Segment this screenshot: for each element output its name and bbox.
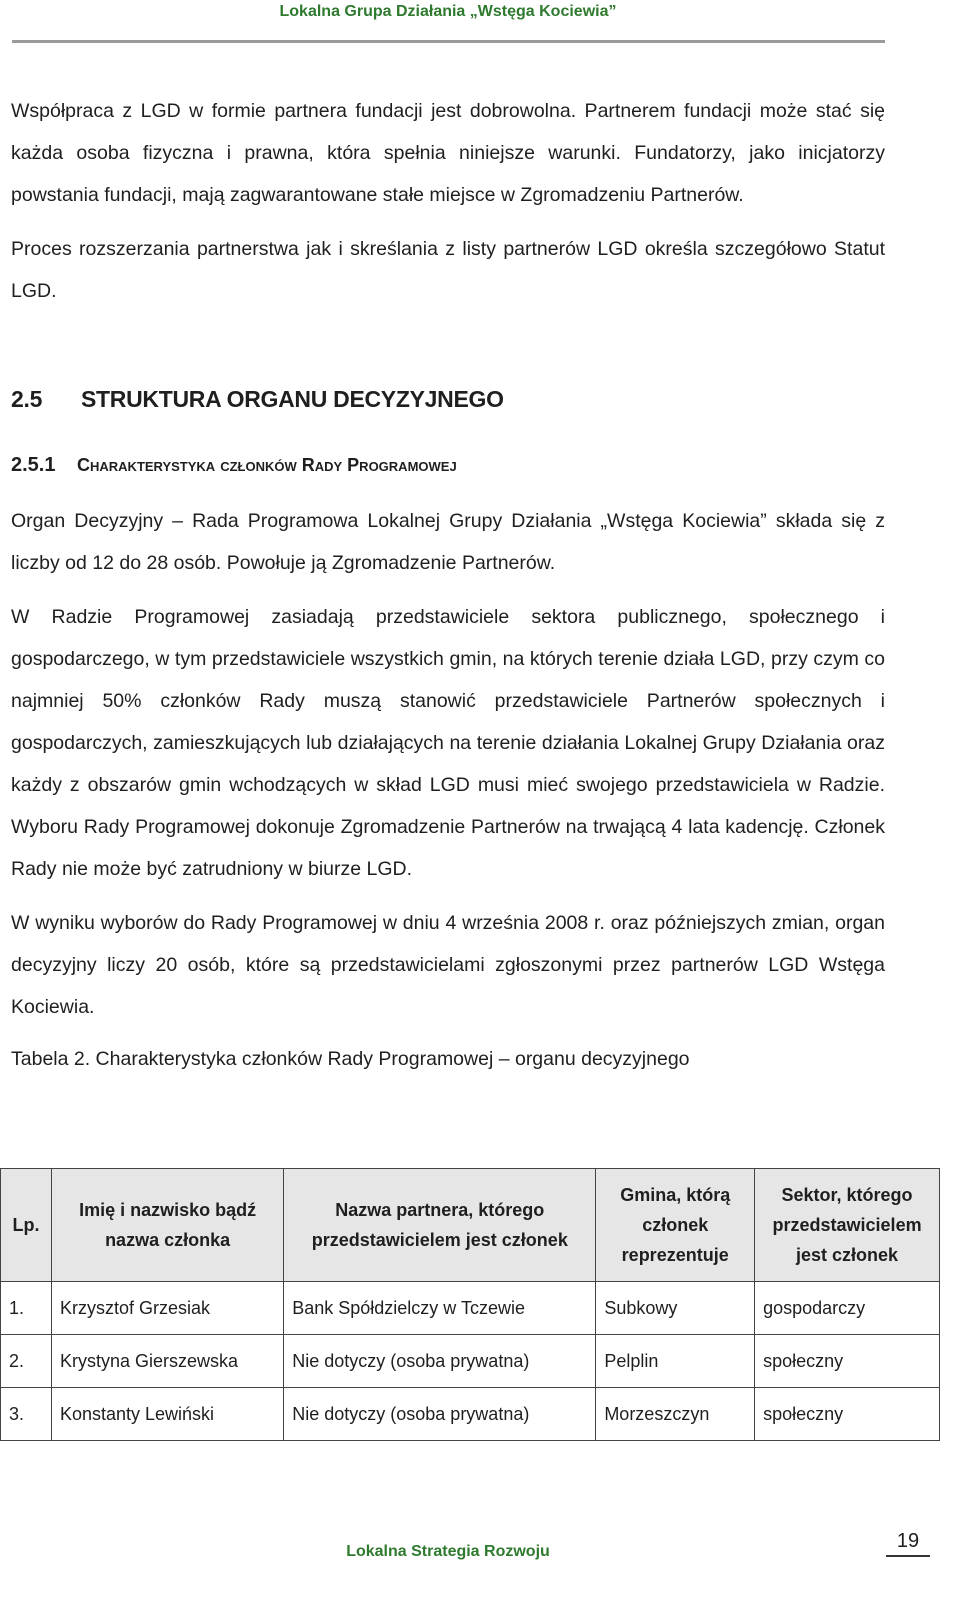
paragraph-council: W Radzie Programowej zasiadają przedstawiciele sektora publicznego, społecznego i gospodarczego, w tym przedstawiciele wszystkich gmin, na których terenie działa LGD, przy czym co najmniej 50% członków Rady muszą stanowić przedstawiciele Partnerów społecznych i gospodarczych, zamieszkujących lub działających na terenie działania Lokalnej Grupy Działania oraz każdy z obszarów gmin wchodzących w skład LGD musi mieć swojego przedstawiciela w Radzie. Wyboru Rady Programowej dokonuje Zgromadzenie Partnerów na trwającą 4 lata kadencję. Członek Rady nie może być zatrudniony w biurze LGD. — [11, 606, 885, 880]
header-partner: Nazwa partnera, którego przedstawicielem jest członek — [284, 1169, 596, 1282]
cell-sector: społeczny — [755, 1388, 940, 1441]
cell-name: Krzysztof Grzesiak — [51, 1282, 283, 1335]
subsection-number: 2.5.1 — [11, 454, 56, 476]
section-heading — [11, 382, 885, 416]
members-table — [0, 1168, 940, 1441]
page-footer: Lokalna Strategia Rozwoju — [346, 1543, 550, 1560]
page-header: Lokalna Grupa Działania „Wstęga Kociewia” — [279, 3, 617, 20]
paragraph-partnership: Współpraca z LGD w formie partnera fundacji jest dobrowolna. Partnerem fundacji może stać się każda osoba fizyczna i prawna, która spełnia niniejsze warunki. Fundatorzy, jako inicjatorzy powstania fundacji, mają zagwarantowane stałe miejsce w Zgromadzeniu Partnerów. — [11, 100, 885, 206]
header-sector: Sektor, którego przedstawicielem jest członek — [755, 1169, 940, 1282]
cell-name: Krystyna Gierszewska — [51, 1335, 283, 1388]
cell-sector: gospodarczy — [755, 1282, 940, 1335]
table-row — [1, 1335, 940, 1388]
page-number: 19 — [886, 1530, 930, 1557]
cell-municipality: Subkowy — [596, 1282, 755, 1335]
cell-partner: Bank Spółdzielczy w Tczewie — [284, 1282, 596, 1335]
cell-municipality: Morzeszczyn — [596, 1388, 755, 1441]
subsection-heading — [11, 448, 885, 482]
paragraph-organ: Organ Decyzyjny – Rada Programowa Lokalnej Grupy Działania „Wstęga Kociewia” składa się z liczby od 12 do 28 osób. Powołuje ją Zgromadzenie Partnerów. — [11, 510, 885, 574]
header-municipality: Gmina, którą członek reprezentuje — [596, 1169, 755, 1282]
paragraph-statute: Proces rozszerzania partnerstwa jak i skreślania z listy partnerów LGD określa szczegółowo Statut LGD. — [11, 238, 885, 302]
cell-lp: 3. — [1, 1388, 52, 1441]
section-title: STRUKTURA ORGANU DECYZYJNEGO — [81, 386, 504, 412]
page-content — [11, 90, 885, 1080]
table-header-row — [1, 1169, 940, 1282]
header-divider — [12, 40, 885, 43]
cell-name: Konstanty Lewiński — [51, 1388, 283, 1441]
table-row — [1, 1388, 940, 1441]
cell-partner: Nie dotyczy (osoba prywatna) — [284, 1388, 596, 1441]
header-lp: Lp. — [1, 1169, 52, 1282]
header-name: Imię i nazwisko bądź nazwa członka — [51, 1169, 283, 1282]
table-caption: Tabela 2. Charakterystyka członków Rady Programowej – organu decyzyjnego — [11, 1048, 690, 1070]
subsection-title: Charakterystyka członków Rady Programowej — [77, 455, 457, 475]
cell-municipality: Pelplin — [596, 1335, 755, 1388]
table-row — [1, 1282, 940, 1335]
cell-sector: społeczny — [755, 1335, 940, 1388]
cell-lp: 2. — [1, 1335, 52, 1388]
paragraph-elections: W wyniku wyborów do Rady Programowej w dniu 4 września 2008 r. oraz późniejszych zmian, organ decyzyjny liczy 20 osób, które są przedstawicielami zgłoszonymi przez partnerów LGD Wstęga Kociewia. — [11, 912, 885, 1018]
cell-lp: 1. — [1, 1282, 52, 1335]
section-number: 2.5 — [11, 386, 43, 412]
cell-partner: Nie dotyczy (osoba prywatna) — [284, 1335, 596, 1388]
